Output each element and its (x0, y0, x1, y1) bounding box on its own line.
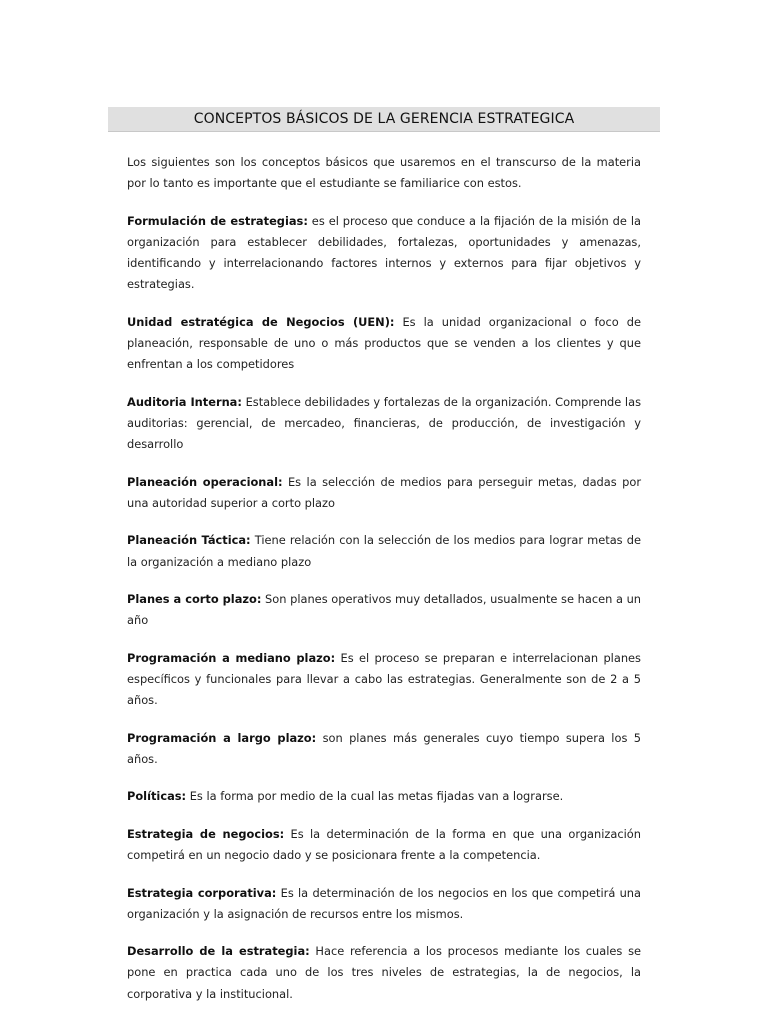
definition-paragraph (127, 883, 641, 925)
title-banner (108, 107, 660, 132)
definition-term: Planeación operacional: (127, 474, 283, 489)
definition-paragraph (127, 530, 641, 572)
definition-term: Programación a largo plazo: (127, 730, 317, 745)
definition-term: Programación a mediano plazo: (127, 650, 336, 665)
definition-term: Formulación de estrategias: (127, 213, 308, 228)
definition-term: Políticas: (127, 789, 187, 804)
definition-paragraph (127, 941, 641, 1005)
definition-text: Son planes operativos muy detallados, usualmente se hacen a un año (127, 592, 642, 628)
definition-term: Estrategia de negocios: (127, 826, 285, 841)
definition-text: es el proceso que conduce a la fijación de la misión de la organización para establecer debilidades, fortalezas, oportunidades y amenazas, identificando y interrelacionando factores internos y externos para fijar objetivos y estrategias. (127, 213, 641, 292)
definition-paragraph (127, 392, 641, 456)
definition-term: Desarrollo de la estrategia: (127, 944, 310, 959)
intro-paragraph: Los siguientes son los conceptos básicos que usaremos en el transcurso de la materia por lo tanto es importante que el estudiante se familiarice con estos. (127, 155, 641, 191)
definition-term: Planeación Táctica: (127, 533, 251, 548)
definition-paragraph (127, 786, 641, 807)
definition-text: Es la determinación de la forma en que una organización competirá en un negocio dado y se posicionara frente a la competencia. (127, 826, 641, 863)
document-body (127, 152, 641, 1021)
definition-term: Auditoria Interna: (127, 394, 242, 409)
definition-term: Planes a corto plazo: (127, 592, 262, 607)
page-title: CONCEPTOS BÁSICOS DE LA GERENCIA ESTRATEGICA (193, 111, 575, 127)
definition-text: son planes más generales cuyo tiempo supera los 5 años. (127, 730, 642, 766)
definition-text: Establece debilidades y fortalezas de la organización. Comprende las auditorias: gerencial, de mercadeo, financieras, de producción, de investigación y desarrollo (127, 394, 641, 452)
definition-paragraph (127, 589, 641, 631)
definition-term: Unidad estratégica de Negocios (UEN): (127, 314, 395, 329)
definition-term: Estrategia corporativa: (127, 885, 277, 900)
definition-paragraph (127, 472, 641, 514)
definition-text: Es la selección de medios para perseguir metas, dadas por una autoridad superior a corto plazo (127, 474, 641, 510)
definition-text: Es el proceso se preparan e interrelacionan planes específicos y funcionales para llevar a cabo las estrategias. Generalmente son de 2 a 5 años. (127, 650, 641, 708)
definition-paragraph (127, 211, 641, 296)
definition-text: Es la forma por medio de la cual las metas fijadas van a lograrse. (186, 789, 564, 804)
definition-text: Es la unidad organizacional o foco de planeación, responsable de uno o más productos que se venden a los clientes y que enfrentan a los competidores (127, 314, 641, 372)
definition-paragraph (127, 728, 641, 770)
definition-paragraph (127, 648, 641, 712)
definition-text: Es la determinación de los negocios en los que competirá una organización y la asignación de recursos entre los mismos. (127, 885, 641, 921)
definition-paragraph (127, 312, 641, 376)
definition-text: Tiene relación con la selección de los medios para lograr metas de la organización a mediano plazo (127, 533, 641, 569)
definition-text: Hace referencia a los procesos mediante los cuales se pone en practica cada uno de los tres niveles de estrategias, la de negocios, la corporativa y la institucional. (127, 944, 642, 1001)
definition-paragraph (127, 824, 641, 866)
